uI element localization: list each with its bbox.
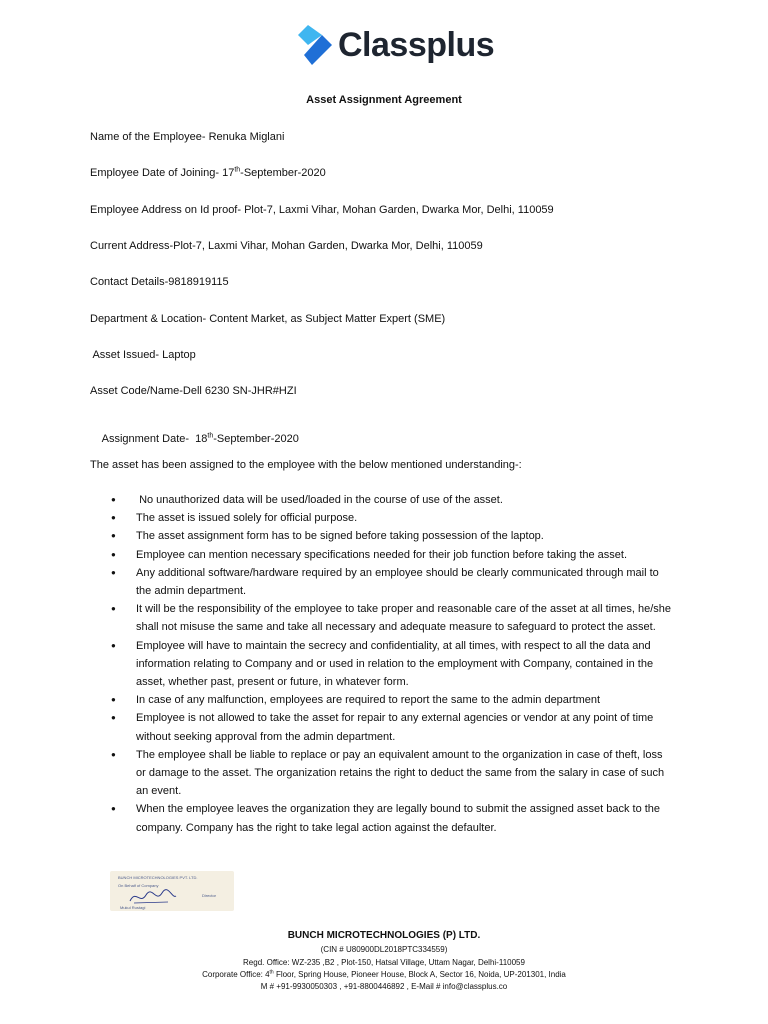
assign-sup: th (207, 432, 214, 440)
rules-list (90, 491, 675, 837)
stamp-name: Mukul Rustagi (120, 905, 146, 910)
signature-icon (128, 887, 178, 907)
contact-details: Contact Details-9818919115 (90, 276, 229, 288)
stamp-director: Director (202, 893, 217, 898)
list-item: ● Employee is not allowed to take the asset for repair to any external agencies or vendor at any point of time without seeking approval from the admin department. (90, 709, 675, 745)
list-item: ● The employee shall be liable to replace or pay an equivalent amount to the organization in case of theft, loss or damage to the asset. The organization retains the right to deduct the same from the salary in case of such an event. (90, 746, 675, 801)
list-item: ● It will be the responsibility of the employee to take proper and reasonable care of the asset at all times, he/she shall not misuse the same and take all necessary and adequate measure to safeguard to protect the asset. (90, 600, 675, 636)
list-item: ● When the employee leaves the organization they are legally bound to submit the assigned asset back to the company. Company has the right to take legal action against the defaulter. (90, 800, 675, 836)
stamp-company: BUNCH MICROTECHNOLOGIES PVT. LTD. (118, 875, 198, 880)
doj-sup: th (234, 166, 241, 174)
list-item: ● In case of any malfunction, employees are required to report the same to the admin department (90, 691, 675, 709)
stamp-behalf: On Behalf of Company (118, 883, 159, 888)
doj-suffix: -September-2020 (240, 167, 326, 179)
list-item: ● Employee can mention necessary specifications needed for their job function before taking the asset. (90, 546, 675, 564)
date-of-joining (90, 167, 326, 179)
brand-name: Classplus (338, 25, 495, 64)
employee-name: Name of the Employee- Renuka Miglani (90, 131, 285, 143)
list-item: ● Any additional software/hardware required by an employee should be clearly communicated through mail to the admin department. (90, 564, 675, 600)
list-item: ● Employee will have to maintain the secrecy and confidentiality, at all times, with respect to all the data and information relating to Company and or used in relation to the employment with Company, contained in the asset, whether past, present or future, in whatever form. (90, 637, 675, 692)
brand-logo (298, 22, 494, 68)
footer-regd-office: Regd. Office: WZ-235 ,B2 , Plot-150, Hatsal Village, Uttam Nagar, Delhi-110059 (243, 958, 525, 967)
corp-sup: th (269, 969, 274, 976)
footer-cin: (CIN # U80900DL2018PTC334559) (320, 945, 448, 954)
corp-prefix: Corporate Office: 4 (202, 970, 270, 979)
footer-company: BUNCH MICROTECHNOLOGIES (P) LTD. (287, 930, 481, 941)
department-location: Department & Location- Content Market, as Subject Matter Expert (SME) (90, 313, 446, 325)
footer-contact: M # +91-9930050303 , +91-8800446892 , E-Mail # info@classplus.co (260, 982, 508, 991)
current-address: Current Address-Plot-7, Laxmi Vihar, Mohan Garden, Dwarka Mor, Delhi, 110059 (90, 240, 483, 252)
document-title: Asset Assignment Agreement (306, 94, 462, 106)
corp-suffix: Floor, Spring House, Pioneer House, Block A, Sector 16, Noida, UP-201301, India (273, 970, 566, 979)
doj-prefix: Employee Date of Joining- 17 (90, 167, 235, 179)
intro-text: The asset has been assigned to the employee with the below mentioned understanding-: (90, 459, 522, 471)
list-item: ● The asset is issued solely for official purpose. (90, 509, 675, 527)
asset-code: Asset Code/Name-Dell 6230 SN-JHR#HZI (90, 385, 297, 397)
company-stamp (110, 871, 234, 911)
assign-suffix: -September-2020 (213, 433, 299, 445)
list-item: ● The asset assignment form has to be signed before taking possession of the laptop. (90, 527, 675, 545)
list-item: ● No unauthorized data will be used/loaded in the course of use of the asset. (90, 491, 675, 509)
footer-corporate-office (0, 969, 768, 981)
assign-prefix: Assignment Date- 18 (101, 433, 208, 445)
asset-issued: Asset Issued- Laptop (90, 349, 196, 361)
assignment-date (90, 421, 299, 457)
address-id-proof: Employee Address on Id proof- Plot-7, Laxmi Vihar, Mohan Garden, Dwarka Mor, Delhi, 110059 (90, 204, 554, 216)
classplus-logo-icon (298, 23, 332, 67)
